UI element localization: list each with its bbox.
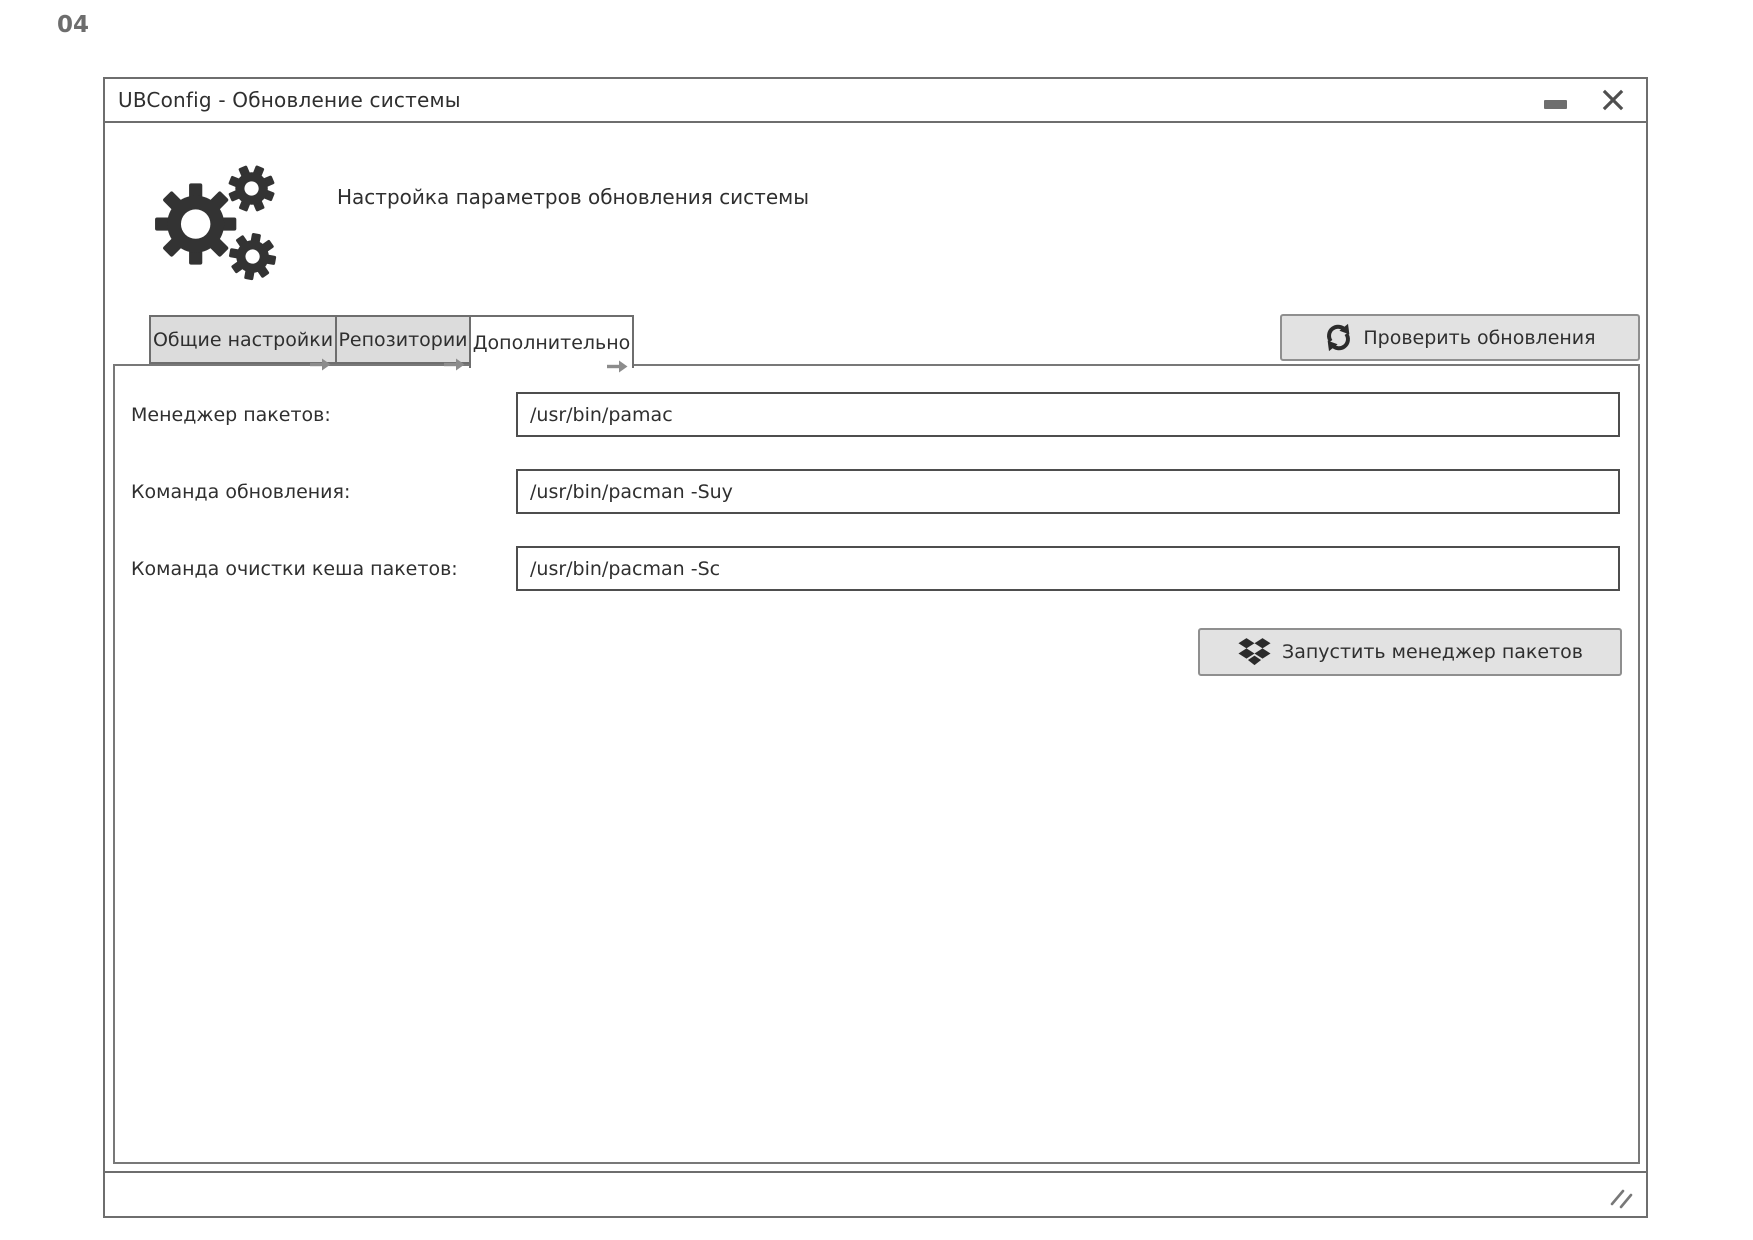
window-content bbox=[105, 123, 1646, 1171]
field-label: Менеджер пакетов: bbox=[131, 403, 331, 426]
field-label: Команда очистки кеша пакетов: bbox=[131, 557, 458, 580]
update-command-input[interactable] bbox=[516, 469, 1620, 514]
minimize-button[interactable] bbox=[1542, 89, 1568, 111]
window-title: UBConfig - Обновление системы bbox=[118, 88, 461, 112]
tab-label: Репозитории bbox=[338, 328, 468, 351]
resize-grip[interactable] bbox=[1610, 1189, 1634, 1209]
check-updates-label: Проверить обновления bbox=[1363, 326, 1596, 349]
launch-package-manager-button[interactable] bbox=[1198, 628, 1622, 676]
cache-clean-command-input[interactable] bbox=[516, 546, 1620, 591]
tab-transition-arrow-icon bbox=[310, 358, 331, 371]
close-button[interactable] bbox=[1600, 87, 1626, 113]
page-title: Настройка параметров обновления системы bbox=[337, 185, 810, 209]
launch-package-manager-label: Запустить менеджер пакетов bbox=[1282, 641, 1583, 663]
tab-advanced[interactable] bbox=[469, 315, 634, 368]
field-label: Команда обновления: bbox=[131, 480, 351, 503]
page-number-label: 04 bbox=[57, 12, 90, 38]
field-package-manager bbox=[131, 392, 1620, 437]
field-update-command bbox=[131, 469, 1620, 514]
close-icon bbox=[1601, 88, 1625, 112]
tab-repositories[interactable] bbox=[335, 315, 471, 364]
tab-label: Общие настройки bbox=[152, 328, 334, 351]
package-manager-input[interactable] bbox=[516, 392, 1620, 437]
window-controls bbox=[1542, 87, 1626, 113]
app-window bbox=[103, 77, 1648, 1218]
tab-label: Дополнительно bbox=[472, 331, 631, 354]
gears-icon bbox=[152, 157, 280, 285]
package-manager-icon bbox=[1237, 637, 1272, 667]
refresh-icon bbox=[1324, 323, 1353, 352]
field-cache-clean-command bbox=[131, 546, 1620, 591]
tab-bar bbox=[149, 315, 634, 368]
tab-general-settings[interactable] bbox=[149, 315, 337, 364]
check-updates-button[interactable] bbox=[1280, 314, 1640, 361]
tab-panel-advanced bbox=[113, 364, 1640, 1164]
minimize-icon bbox=[1544, 100, 1567, 109]
tab-transition-arrow-icon bbox=[444, 358, 465, 371]
title-bar bbox=[105, 79, 1646, 123]
status-bar bbox=[105, 1171, 1646, 1216]
tab-transition-arrow-icon bbox=[607, 360, 628, 373]
